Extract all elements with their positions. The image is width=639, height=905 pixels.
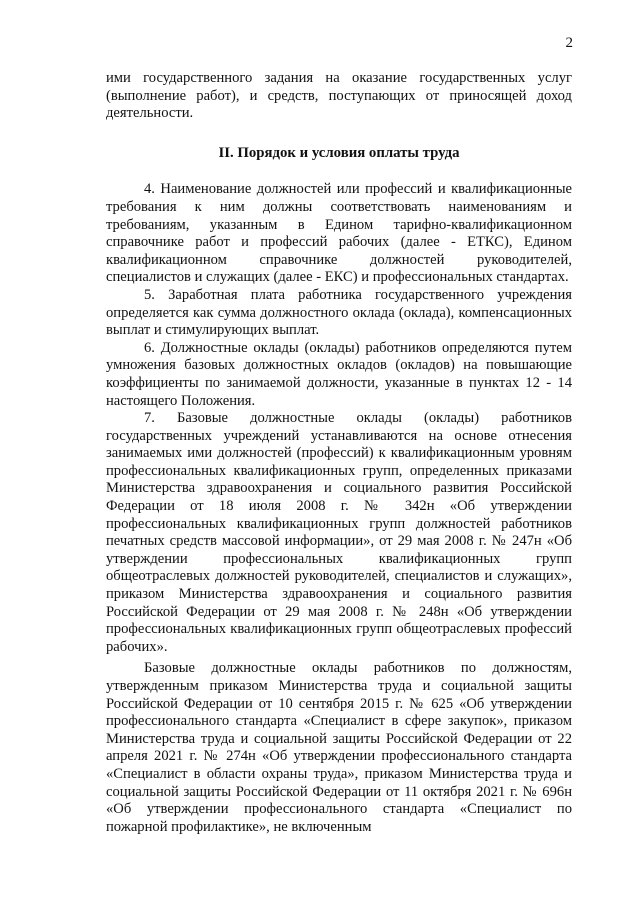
paragraph-base-salaries: Базовые должностные оклады работников по должностям, утвержденным приказом Министерства труда и социальной защиты Российской Федерации от 10 сентября 2015 г. № 625 «Об утверждении профессионального стандарта «Специалист в сфере закупок», приказом Министерства труда и социальной защиты Российской Федерации от 22 апреля 2021 г. № 274н «Об утверждении профессионального стандарта «Специалист в области охраны труда», приказом Министерства труда и социальной защиты Российской Федерации от 11 октября 2021 г. № 696н «Об утверждении профессионального стандарта «Специалист по пожарной профилактике», не включенным bbox=[106, 660, 572, 835]
page-number: 2 bbox=[565, 35, 573, 51]
paragraph-7: 7. Базовые должностные оклады (оклады) работников государственных учреждений устанавливаются на основе отнесения занимаемых ими должностей (профессий) к квалификационным уровням профессиональных квалификационных групп, определенных приказами Министерства здравоохранения и социального развития Российской Федерации от 18 июля 2008 г. № 342н «Об утверждении профессиональных квалификационных групп должностей работников печатных средств массовой информации», от 29 мая 2008 г. № 247н «Об утверждении профессиональных квалификационных групп общеотраслевых должностей руководителей, специалистов и служащих», приказом Министерства здравоохранения и социального развития Российской Федерации от 29 мая 2008 г. № 248н «Об утверждении профессиональных квалификационных групп общеотраслевых профессий рабочих». bbox=[106, 410, 572, 655]
section-heading: II. Порядок и условия оплаты труда bbox=[218, 144, 460, 161]
document-body bbox=[106, 70, 572, 836]
paragraph-6: 6. Должностные оклады (оклады) работников определяются путем умножения базовых должностных окладов (окладов) на повышающие коэффициенты по занимаемой должности, указанные в пунктах 12 - 14 настоящего Положения. bbox=[106, 339, 572, 409]
intro-paragraph: ими государственного задания на оказание государственных услуг (выполнение работ), и средств, поступающих от приносящей доход деятельности. bbox=[106, 70, 572, 122]
paragraph-4: 4. Наименование должностей или профессий и квалификационные требования к ним должны соответствовать наименованиям и требованиям, указанным в Едином тарифно-квалификационном справочнике работ и профессий рабочих (далее - ЕТКС), Едином квалификационном справочнике должностей руководителей, специалистов и служащих (далее - ЕКС) и профессиональных стандартах. bbox=[106, 181, 572, 286]
paragraph-5: 5. Заработная плата работника государственного учреждения определяется как сумма должностного оклада (оклада), компенсационных выплат и стимулирующих выплат. bbox=[106, 286, 572, 339]
